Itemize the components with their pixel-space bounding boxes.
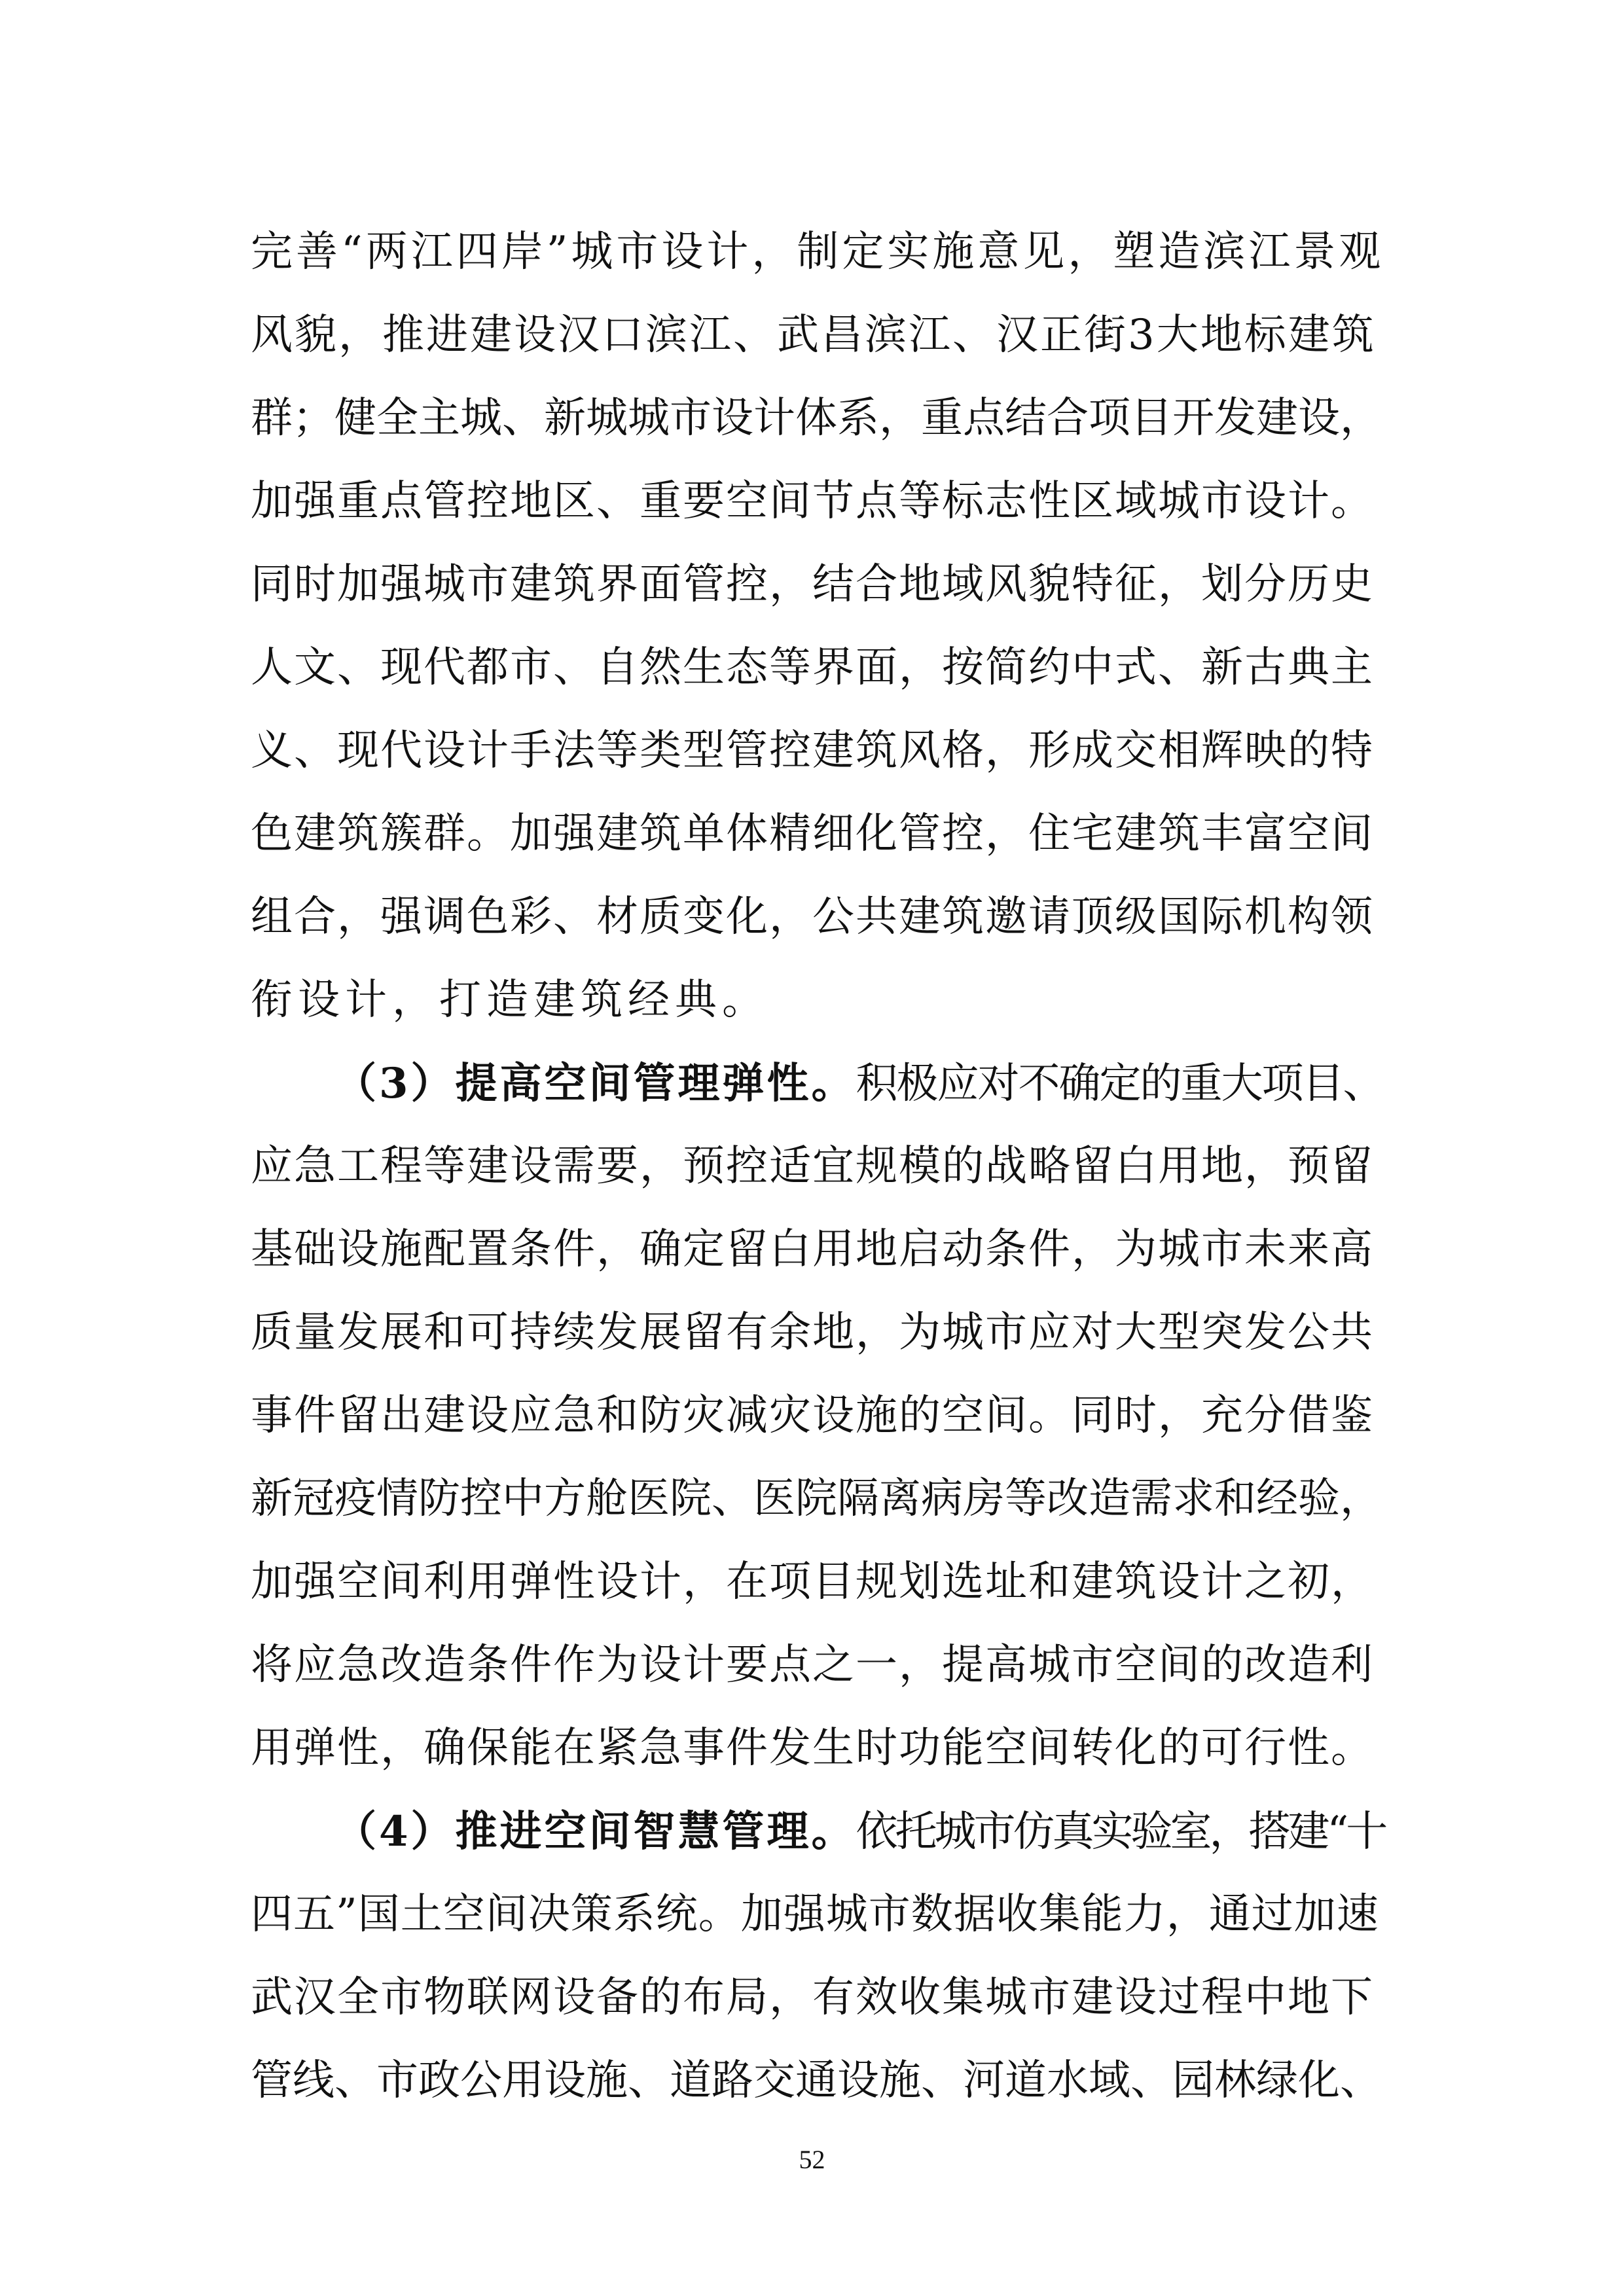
page-number: 52 [799,2145,825,2174]
text-line: 用弹性，确保能在紧急事件发生时功能空间转化的可行性。 [251,1724,1374,1772]
text-line: 加强重点管控地区、重要空间节点等标志性区域城市设计。 [251,477,1374,526]
text-line: 群；健全主城、新城城市设计体系，重点结合项目开发建设， [251,394,1382,442]
text-line: 基础设施配置条件，确定留白用地启动条件，为城市未来高 [251,1225,1374,1274]
section-4-heading: （4）推进空间智慧管理。 [334,1807,856,1856]
text-line: 人文、现代都市、自然生态等界面，按简约中式、新古典主 [251,643,1374,692]
body-text [251,211,1390,2123]
text-line: 质量发展和可持续发展留有余地，为城市应对大型突发公共 [251,1308,1374,1357]
section-3-heading: （3）提高空间管理弹性。 [334,1059,856,1108]
text-line: 武汉全市物联网设备的布局，有效收集城市建设过程中地下 [251,1973,1374,2022]
text-line: 风貌，推进建设汉口滨江、武昌滨江、汉正街3大地标建筑 [251,311,1376,359]
text-line: 加强空间利用弹性设计，在项目规划选址和建筑设计之初， [251,1558,1374,1606]
text-line: 完善“两江四岸”城市设计，制定实施意见，塑造滨江景观 [251,228,1384,276]
text-line: 事件留出建设应急和防灾减灾设施的空间。同时，充分借鉴 [251,1391,1374,1440]
text-line: 将应急改造条件作为设计要点之一，提高城市空间的改造利 [251,1641,1374,1689]
text-line: 色建筑簇群。加强建筑单体精细化管控，住宅建筑丰富空间 [251,810,1374,858]
section-3-first-line [251,1042,1390,1125]
text-line: 四五”国土空间决策系统。加强城市数据收集能力，通过加速 [251,1890,1379,1939]
section-4-first-line [251,1790,1390,1873]
section-3-text: 积极应对不确定的重大项目、 [856,1060,1384,1108]
text-line: 新冠疫情防控中方舱医院、医院隔离病房等改造需求和经验， [251,1475,1382,1523]
text-line: 衔设计，打造建筑经典。 [251,976,769,1024]
text-line: 管线、市政公用设施、道路交通设施、河道水域、园林绿化、 [251,2056,1382,2105]
text-line: 义、现代设计手法等类型管控建筑风格，形成交相辉映的特 [251,726,1374,775]
text-line: 组合，强调色彩、材质变化，公共建筑邀请顶级国际机构领 [251,893,1374,941]
text-line: 同时加强城市建筑界面管控，结合地域风貌特征，划分历史 [251,560,1374,609]
section-4-text: 依托城市仿真实验室，搭建“十 [856,1808,1386,1856]
text-line: 应急工程等建设需要，预控适宜规模的战略留白用地，预留 [251,1142,1374,1191]
